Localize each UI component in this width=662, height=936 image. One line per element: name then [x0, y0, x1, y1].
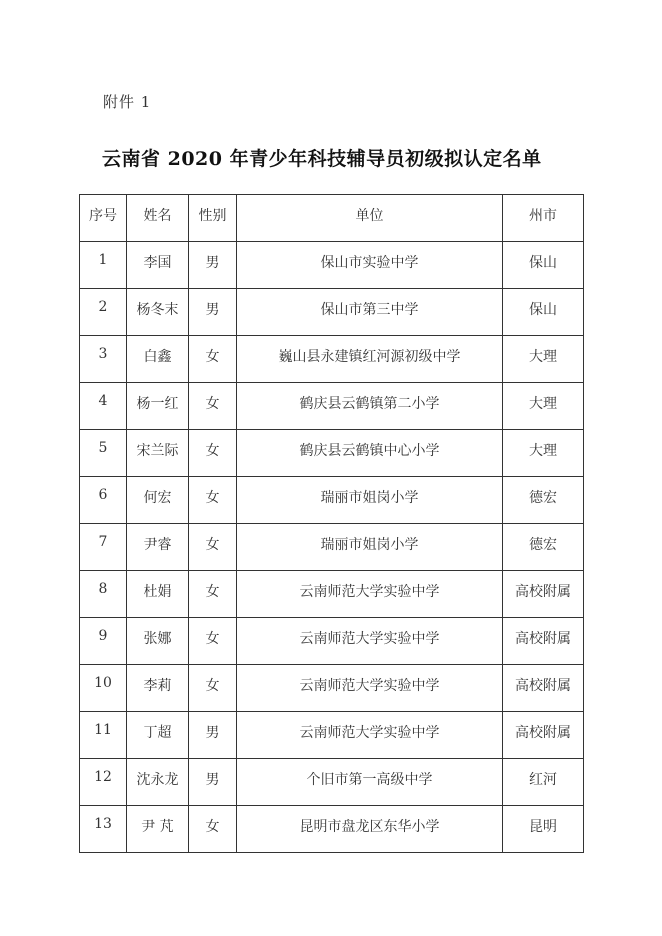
cell-unit: 昆明市盘龙区东华小学 — [237, 806, 503, 853]
cell-city: 红河 — [503, 759, 584, 806]
cell-city: 德宏 — [503, 477, 584, 524]
cell-city: 大理 — [503, 430, 584, 477]
cell-name: 何宏 — [127, 477, 189, 524]
cell-sex: 女 — [189, 806, 237, 853]
header-unit: 单位 — [237, 195, 503, 242]
cell-unit: 保山市第三中学 — [237, 289, 503, 336]
cell-city: 高校附属 — [503, 665, 584, 712]
cell-unit: 瑞丽市姐岗小学 — [237, 524, 503, 571]
cell-name: 杨一红 — [127, 383, 189, 430]
cell-no: 1 — [80, 242, 127, 289]
cell-sex: 女 — [189, 477, 237, 524]
cell-no: 5 — [80, 430, 127, 477]
cell-name: 杨冬末 — [127, 289, 189, 336]
cell-sex: 男 — [189, 712, 237, 759]
cell-unit: 鹤庆县云鹤镇第二小学 — [237, 383, 503, 430]
table-row — [80, 759, 584, 806]
cell-name: 尹睿 — [127, 524, 189, 571]
cell-name: 李国 — [127, 242, 189, 289]
cell-no: 4 — [80, 383, 127, 430]
cell-city: 保山 — [503, 242, 584, 289]
cell-sex: 男 — [189, 759, 237, 806]
cell-unit: 鹤庆县云鹤镇中心小学 — [237, 430, 503, 477]
cell-unit: 瑞丽市姐岗小学 — [237, 477, 503, 524]
cell-sex: 女 — [189, 430, 237, 477]
cell-sex: 男 — [189, 242, 237, 289]
cell-sex: 女 — [189, 571, 237, 618]
cell-no: 8 — [80, 571, 127, 618]
cell-sex: 女 — [189, 524, 237, 571]
table-row — [80, 430, 584, 477]
table-header-row — [80, 195, 584, 242]
cell-unit: 个旧市第一高级中学 — [237, 759, 503, 806]
cell-name: 丁超 — [127, 712, 189, 759]
document-title: 云南省 2020 年青少年科技辅导员初级拟认定名单 — [102, 148, 542, 170]
cell-name: 尹 芃 — [127, 806, 189, 853]
cell-unit: 云南师范大学实验中学 — [237, 712, 503, 759]
cell-city: 高校附属 — [503, 571, 584, 618]
cell-city: 昆明 — [503, 806, 584, 853]
cell-sex: 女 — [189, 665, 237, 712]
table-row — [80, 383, 584, 430]
cell-sex: 女 — [189, 618, 237, 665]
cell-no: 7 — [80, 524, 127, 571]
cell-unit: 云南师范大学实验中学 — [237, 665, 503, 712]
cell-name: 李莉 — [127, 665, 189, 712]
cell-no: 6 — [80, 477, 127, 524]
cell-no: 12 — [80, 759, 127, 806]
cell-name: 宋兰际 — [127, 430, 189, 477]
cell-city: 大理 — [503, 336, 584, 383]
table-row — [80, 712, 584, 759]
cell-no: 9 — [80, 618, 127, 665]
cell-name: 张娜 — [127, 618, 189, 665]
cell-name: 杜娟 — [127, 571, 189, 618]
table-row — [80, 571, 584, 618]
attachment-label: 附件 1 — [103, 93, 152, 111]
cell-no: 13 — [80, 806, 127, 853]
table-row — [80, 477, 584, 524]
table-row — [80, 618, 584, 665]
header-no: 序号 — [80, 195, 127, 242]
table-row — [80, 289, 584, 336]
table-body — [80, 242, 584, 853]
cell-sex: 女 — [189, 336, 237, 383]
table-row — [80, 242, 584, 289]
cell-unit: 保山市实验中学 — [237, 242, 503, 289]
header-sex: 性别 — [189, 195, 237, 242]
cell-name: 白鑫 — [127, 336, 189, 383]
cell-sex: 男 — [189, 289, 237, 336]
cell-no: 11 — [80, 712, 127, 759]
cell-no: 2 — [80, 289, 127, 336]
table-row — [80, 336, 584, 383]
cell-city: 高校附属 — [503, 618, 584, 665]
cell-city: 保山 — [503, 289, 584, 336]
cell-unit: 云南师范大学实验中学 — [237, 618, 503, 665]
table-row — [80, 806, 584, 853]
header-city: 州市 — [503, 195, 584, 242]
cell-no: 10 — [80, 665, 127, 712]
cell-city: 高校附属 — [503, 712, 584, 759]
cell-unit: 巍山县永建镇红河源初级中学 — [237, 336, 503, 383]
cell-city: 大理 — [503, 383, 584, 430]
cell-no: 3 — [80, 336, 127, 383]
table-row — [80, 665, 584, 712]
cell-sex: 女 — [189, 383, 237, 430]
header-name: 姓名 — [127, 195, 189, 242]
cell-name: 沈永龙 — [127, 759, 189, 806]
roster-table — [79, 194, 584, 853]
table-row — [80, 524, 584, 571]
cell-city: 德宏 — [503, 524, 584, 571]
cell-unit: 云南师范大学实验中学 — [237, 571, 503, 618]
